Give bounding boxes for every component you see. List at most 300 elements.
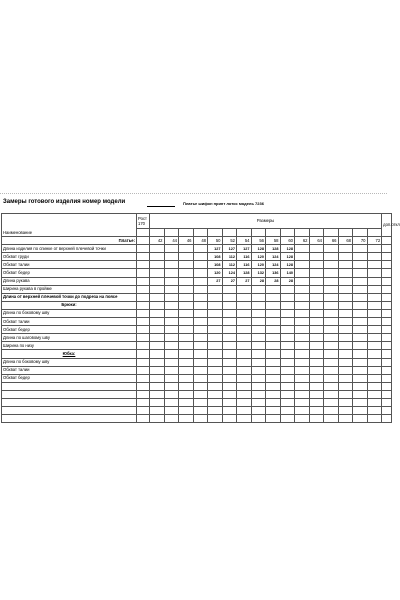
empty-cell [164, 358, 179, 366]
empty-cell [137, 390, 150, 398]
empty-cell [324, 245, 339, 253]
empty-cell [338, 261, 353, 269]
empty-cell [353, 326, 368, 334]
empty-cell [237, 342, 252, 350]
measurement-value: 128 [280, 253, 295, 261]
empty-cell [164, 309, 179, 317]
empty-cell [251, 366, 266, 374]
empty-cell [150, 253, 165, 261]
table-row [2, 277, 392, 285]
size-label: 66 [324, 237, 339, 245]
empty-cell [164, 342, 179, 350]
empty-cell [382, 309, 392, 317]
empty-cell [222, 366, 237, 374]
size-spacer [251, 229, 266, 237]
measurement-value: 128 [280, 261, 295, 269]
empty-cell [338, 350, 353, 358]
empty-cell [266, 309, 281, 317]
empty-cell [338, 342, 353, 350]
empty-cell [193, 398, 208, 406]
empty-cell [251, 382, 266, 390]
empty-cell [382, 334, 392, 342]
table-row [2, 366, 392, 374]
empty-cell [295, 415, 310, 423]
empty-cell [324, 358, 339, 366]
empty-cell [222, 309, 237, 317]
empty-cell [251, 309, 266, 317]
empty-cell [150, 350, 165, 358]
empty-cell [382, 277, 392, 285]
measurement-value: 27 [208, 277, 223, 285]
empty-cell [382, 293, 392, 301]
empty-cell [324, 374, 339, 382]
empty-cell [137, 415, 150, 423]
empty-cell [150, 342, 165, 350]
empty-cell [251, 390, 266, 398]
empty-cell [367, 326, 382, 334]
empty-cell [193, 253, 208, 261]
empty-cell [208, 326, 223, 334]
empty-cell [164, 293, 179, 301]
empty-cell [295, 374, 310, 382]
size-label: 58 [266, 237, 281, 245]
empty-cell [179, 407, 194, 415]
empty-cell [367, 390, 382, 398]
empty-cell [2, 382, 137, 390]
rost-spacer [137, 229, 150, 237]
measurement-label: Обхват талии [2, 261, 137, 269]
empty-cell [295, 253, 310, 261]
size-spacer [222, 229, 237, 237]
empty-cell [280, 382, 295, 390]
empty-cell [208, 285, 223, 293]
empty-cell [295, 245, 310, 253]
measurement-value: 108 [208, 261, 223, 269]
empty-cell [164, 366, 179, 374]
empty-cell [280, 366, 295, 374]
empty-cell [295, 334, 310, 342]
table-row [2, 318, 392, 326]
empty-cell [367, 342, 382, 350]
empty-cell [280, 398, 295, 406]
measurement-value: 116 [237, 253, 252, 261]
measurement-label: Ширина по низу [2, 342, 137, 350]
empty-cell [338, 318, 353, 326]
measurement-label: Длина по боковому шву [2, 358, 137, 366]
empty-cell [208, 342, 223, 350]
sizes-header: Размеры [150, 214, 382, 229]
empty-cell [295, 390, 310, 398]
empty-cell [179, 269, 194, 277]
empty-cell [150, 326, 165, 334]
empty-cell [324, 407, 339, 415]
empty-cell [164, 285, 179, 293]
empty-cell [237, 398, 252, 406]
empty-cell [179, 309, 194, 317]
measurement-label: Обхват талии [2, 366, 137, 374]
empty-cell [338, 301, 353, 309]
empty-cell [137, 261, 150, 269]
measurement-value: 112 [222, 253, 237, 261]
empty-cell [309, 269, 324, 277]
empty-cell [222, 382, 237, 390]
empty-cell [266, 374, 281, 382]
empty-cell [367, 398, 382, 406]
empty-cell [208, 358, 223, 366]
measurement-value: 120 [208, 269, 223, 277]
empty-cell [222, 342, 237, 350]
size-label: 42 [150, 237, 165, 245]
measurement-label: Обхват бедер [2, 374, 137, 382]
empty-cell [208, 407, 223, 415]
empty-cell [353, 374, 368, 382]
empty-cell [137, 245, 150, 253]
measurement-label: Длина по шаговому шву [2, 334, 137, 342]
empty-cell [295, 382, 310, 390]
empty-cell [193, 390, 208, 398]
empty-cell [266, 382, 281, 390]
empty-cell [193, 309, 208, 317]
empty-cell [237, 293, 252, 301]
empty-cell [208, 415, 223, 423]
measurement-value: 28 [280, 277, 295, 285]
measurement-label: Юбка: [2, 350, 137, 358]
empty-cell [338, 398, 353, 406]
empty-cell [222, 301, 237, 309]
empty-cell [150, 382, 165, 390]
empty-cell [266, 366, 281, 374]
empty-cell [309, 382, 324, 390]
empty-cell [367, 350, 382, 358]
empty-cell [367, 318, 382, 326]
empty-cell [338, 334, 353, 342]
empty-cell [2, 407, 137, 415]
measurement-value: 28 [251, 277, 266, 285]
empty-cell [266, 358, 281, 366]
table-row [2, 342, 392, 350]
empty-cell [338, 269, 353, 277]
empty-cell [251, 398, 266, 406]
empty-cell [237, 390, 252, 398]
empty-cell [193, 285, 208, 293]
empty-cell [222, 285, 237, 293]
measurements-table [1, 213, 400, 423]
empty-cell [266, 334, 281, 342]
empty-cell [150, 277, 165, 285]
empty-cell [324, 318, 339, 326]
empty-cell [353, 293, 368, 301]
empty-cell [309, 390, 324, 398]
empty-cell [295, 350, 310, 358]
rost-header: Рост 170 [137, 214, 150, 229]
empty-cell [222, 350, 237, 358]
empty-cell [295, 358, 310, 366]
empty-cell [179, 366, 194, 374]
empty-cell [295, 309, 310, 317]
size-spacer [367, 229, 382, 237]
empty-cell [137, 253, 150, 261]
empty-cell [353, 366, 368, 374]
empty-cell [179, 293, 194, 301]
empty-cell [193, 407, 208, 415]
empty-cell [353, 415, 368, 423]
empty-cell [164, 398, 179, 406]
document-title: Замеры готового изделия номер модели [3, 199, 126, 205]
empty-cell [237, 358, 252, 366]
empty-cell [324, 342, 339, 350]
empty-cell [266, 326, 281, 334]
table-row [2, 253, 392, 261]
measurement-value: 116 [237, 261, 252, 269]
size-label: 44 [164, 237, 179, 245]
size-spacer [193, 229, 208, 237]
empty-cell [382, 366, 392, 374]
empty-cell [280, 415, 295, 423]
size-spacer [280, 229, 295, 237]
title-underline [147, 206, 175, 207]
empty-cell [353, 318, 368, 326]
empty-cell [208, 301, 223, 309]
empty-cell [137, 285, 150, 293]
empty-cell [137, 301, 150, 309]
empty-cell [353, 350, 368, 358]
empty-cell [266, 398, 281, 406]
empty-cell [309, 407, 324, 415]
empty-cell [382, 398, 392, 406]
empty-cell [150, 245, 165, 253]
name-header: Наименование [2, 214, 137, 237]
empty-cell [367, 301, 382, 309]
measurement-label: Брюки: [2, 301, 137, 309]
empty-cell [137, 374, 150, 382]
empty-cell [237, 374, 252, 382]
size-spacer [208, 229, 223, 237]
empty-cell [222, 390, 237, 398]
size-label: 52 [222, 237, 237, 245]
empty-row [2, 407, 392, 415]
empty-cell [193, 261, 208, 269]
empty-cell [324, 390, 339, 398]
empty-cell [179, 318, 194, 326]
empty-cell [382, 285, 392, 293]
empty-cell [280, 342, 295, 350]
empty-cell [150, 334, 165, 342]
empty-cell [164, 245, 179, 253]
empty-cell [382, 261, 392, 269]
empty-cell [251, 342, 266, 350]
empty-cell [309, 366, 324, 374]
measurement-value: 127 [222, 245, 237, 253]
empty-cell [382, 390, 392, 398]
table-row [2, 326, 392, 334]
empty-cell [208, 382, 223, 390]
empty-cell [324, 253, 339, 261]
measurement-value: 128 [266, 245, 281, 253]
empty-cell [137, 342, 150, 350]
empty-cell [137, 293, 150, 301]
empty-cell [324, 293, 339, 301]
empty-cell [338, 277, 353, 285]
empty-cell [295, 277, 310, 285]
empty-cell [309, 374, 324, 382]
empty-cell [309, 398, 324, 406]
size-label: 62 [295, 237, 310, 245]
empty-cell [237, 334, 252, 342]
empty-cell [164, 350, 179, 358]
empty-cell [137, 237, 150, 245]
measurement-label: Длина рукава [2, 277, 137, 285]
empty-cell [222, 358, 237, 366]
empty-cell [179, 326, 194, 334]
empty-cell [266, 415, 281, 423]
empty-cell [295, 261, 310, 269]
empty-cell [382, 318, 392, 326]
empty-cell [353, 253, 368, 261]
empty-cell [164, 261, 179, 269]
measurement-value: 128 [237, 269, 252, 277]
empty-cell [382, 374, 392, 382]
empty-cell [382, 269, 392, 277]
empty-cell [208, 293, 223, 301]
empty-cell [295, 407, 310, 415]
empty-cell [208, 334, 223, 342]
empty-cell [353, 358, 368, 366]
empty-cell [280, 309, 295, 317]
empty-cell [295, 293, 310, 301]
size-spacer [179, 229, 194, 237]
empty-cell [164, 415, 179, 423]
empty-row [2, 415, 392, 423]
empty-cell [353, 390, 368, 398]
empty-cell [309, 358, 324, 366]
empty-cell [266, 301, 281, 309]
empty-cell [338, 358, 353, 366]
measurement-value: 27 [237, 277, 252, 285]
table-row [2, 285, 392, 293]
size-spacer [338, 229, 353, 237]
measurement-value: 120 [251, 253, 266, 261]
empty-cell [150, 415, 165, 423]
empty-cell [2, 398, 137, 406]
empty-cell [309, 415, 324, 423]
size-label: 48 [193, 237, 208, 245]
empty-cell [164, 326, 179, 334]
empty-cell [193, 301, 208, 309]
empty-cell [237, 382, 252, 390]
measurement-label: Обхват бедер [2, 269, 137, 277]
empty-cell [353, 309, 368, 317]
empty-cell [338, 390, 353, 398]
empty-row [2, 390, 392, 398]
empty-cell [266, 342, 281, 350]
empty-cell [222, 334, 237, 342]
empty-cell [309, 326, 324, 334]
empty-cell [251, 293, 266, 301]
table-row [2, 261, 392, 269]
model-name: Платье шифон принт лотос модель 7236 [183, 201, 264, 206]
empty-cell [150, 374, 165, 382]
extra-header: доп.откл [382, 214, 392, 237]
empty-cell [222, 398, 237, 406]
empty-cell [367, 415, 382, 423]
header-row [2, 214, 392, 229]
empty-cell [150, 366, 165, 374]
empty-cell [266, 285, 281, 293]
empty-cell [382, 415, 392, 423]
measurement-value: 28 [266, 277, 281, 285]
measurement-value: 124 [266, 261, 281, 269]
measurement-value: 120 [251, 261, 266, 269]
empty-cell [367, 407, 382, 415]
empty-cell [150, 293, 165, 301]
empty-cell [295, 269, 310, 277]
empty-cell [295, 398, 310, 406]
empty-cell [137, 334, 150, 342]
empty-cell [324, 277, 339, 285]
empty-cell [251, 415, 266, 423]
empty-cell [280, 358, 295, 366]
empty-cell [367, 277, 382, 285]
empty-cell [222, 407, 237, 415]
measurement-label: Обхват талии [2, 318, 137, 326]
empty-cell [193, 415, 208, 423]
empty-cell [251, 318, 266, 326]
empty-cell [353, 407, 368, 415]
empty-cell [137, 407, 150, 415]
measurement-label: Длина от верхней плечевой точки до подреза на поясе [2, 293, 137, 301]
size-spacer [324, 229, 339, 237]
empty-cell [367, 269, 382, 277]
empty-cell [222, 318, 237, 326]
measurement-label: Ширина рукава в пройме [2, 285, 137, 293]
empty-cell [266, 407, 281, 415]
empty-cell [193, 350, 208, 358]
empty-cell [266, 390, 281, 398]
empty-cell [208, 318, 223, 326]
section-trousers [2, 301, 392, 309]
empty-cell [309, 285, 324, 293]
empty-cell [137, 350, 150, 358]
empty-cell [137, 358, 150, 366]
empty-cell [338, 293, 353, 301]
empty-cell [295, 326, 310, 334]
empty-cell [251, 358, 266, 366]
empty-cell [179, 301, 194, 309]
size-spacer [309, 229, 324, 237]
empty-cell [367, 366, 382, 374]
empty-cell [324, 382, 339, 390]
empty-cell [324, 350, 339, 358]
empty-cell [193, 374, 208, 382]
empty-cell [367, 334, 382, 342]
empty-cell [338, 285, 353, 293]
empty-cell [382, 358, 392, 366]
empty-cell [324, 415, 339, 423]
empty-cell [179, 277, 194, 285]
empty-cell [280, 326, 295, 334]
empty-cell [367, 309, 382, 317]
empty-cell [251, 326, 266, 334]
measurement-value: 108 [208, 253, 223, 261]
empty-cell [193, 358, 208, 366]
size-spacer [266, 229, 281, 237]
measurement-value: 140 [280, 269, 295, 277]
measurement-value: 128 [251, 245, 266, 253]
empty-cell [324, 398, 339, 406]
empty-cell [280, 407, 295, 415]
empty-cell [309, 301, 324, 309]
empty-cell [179, 334, 194, 342]
